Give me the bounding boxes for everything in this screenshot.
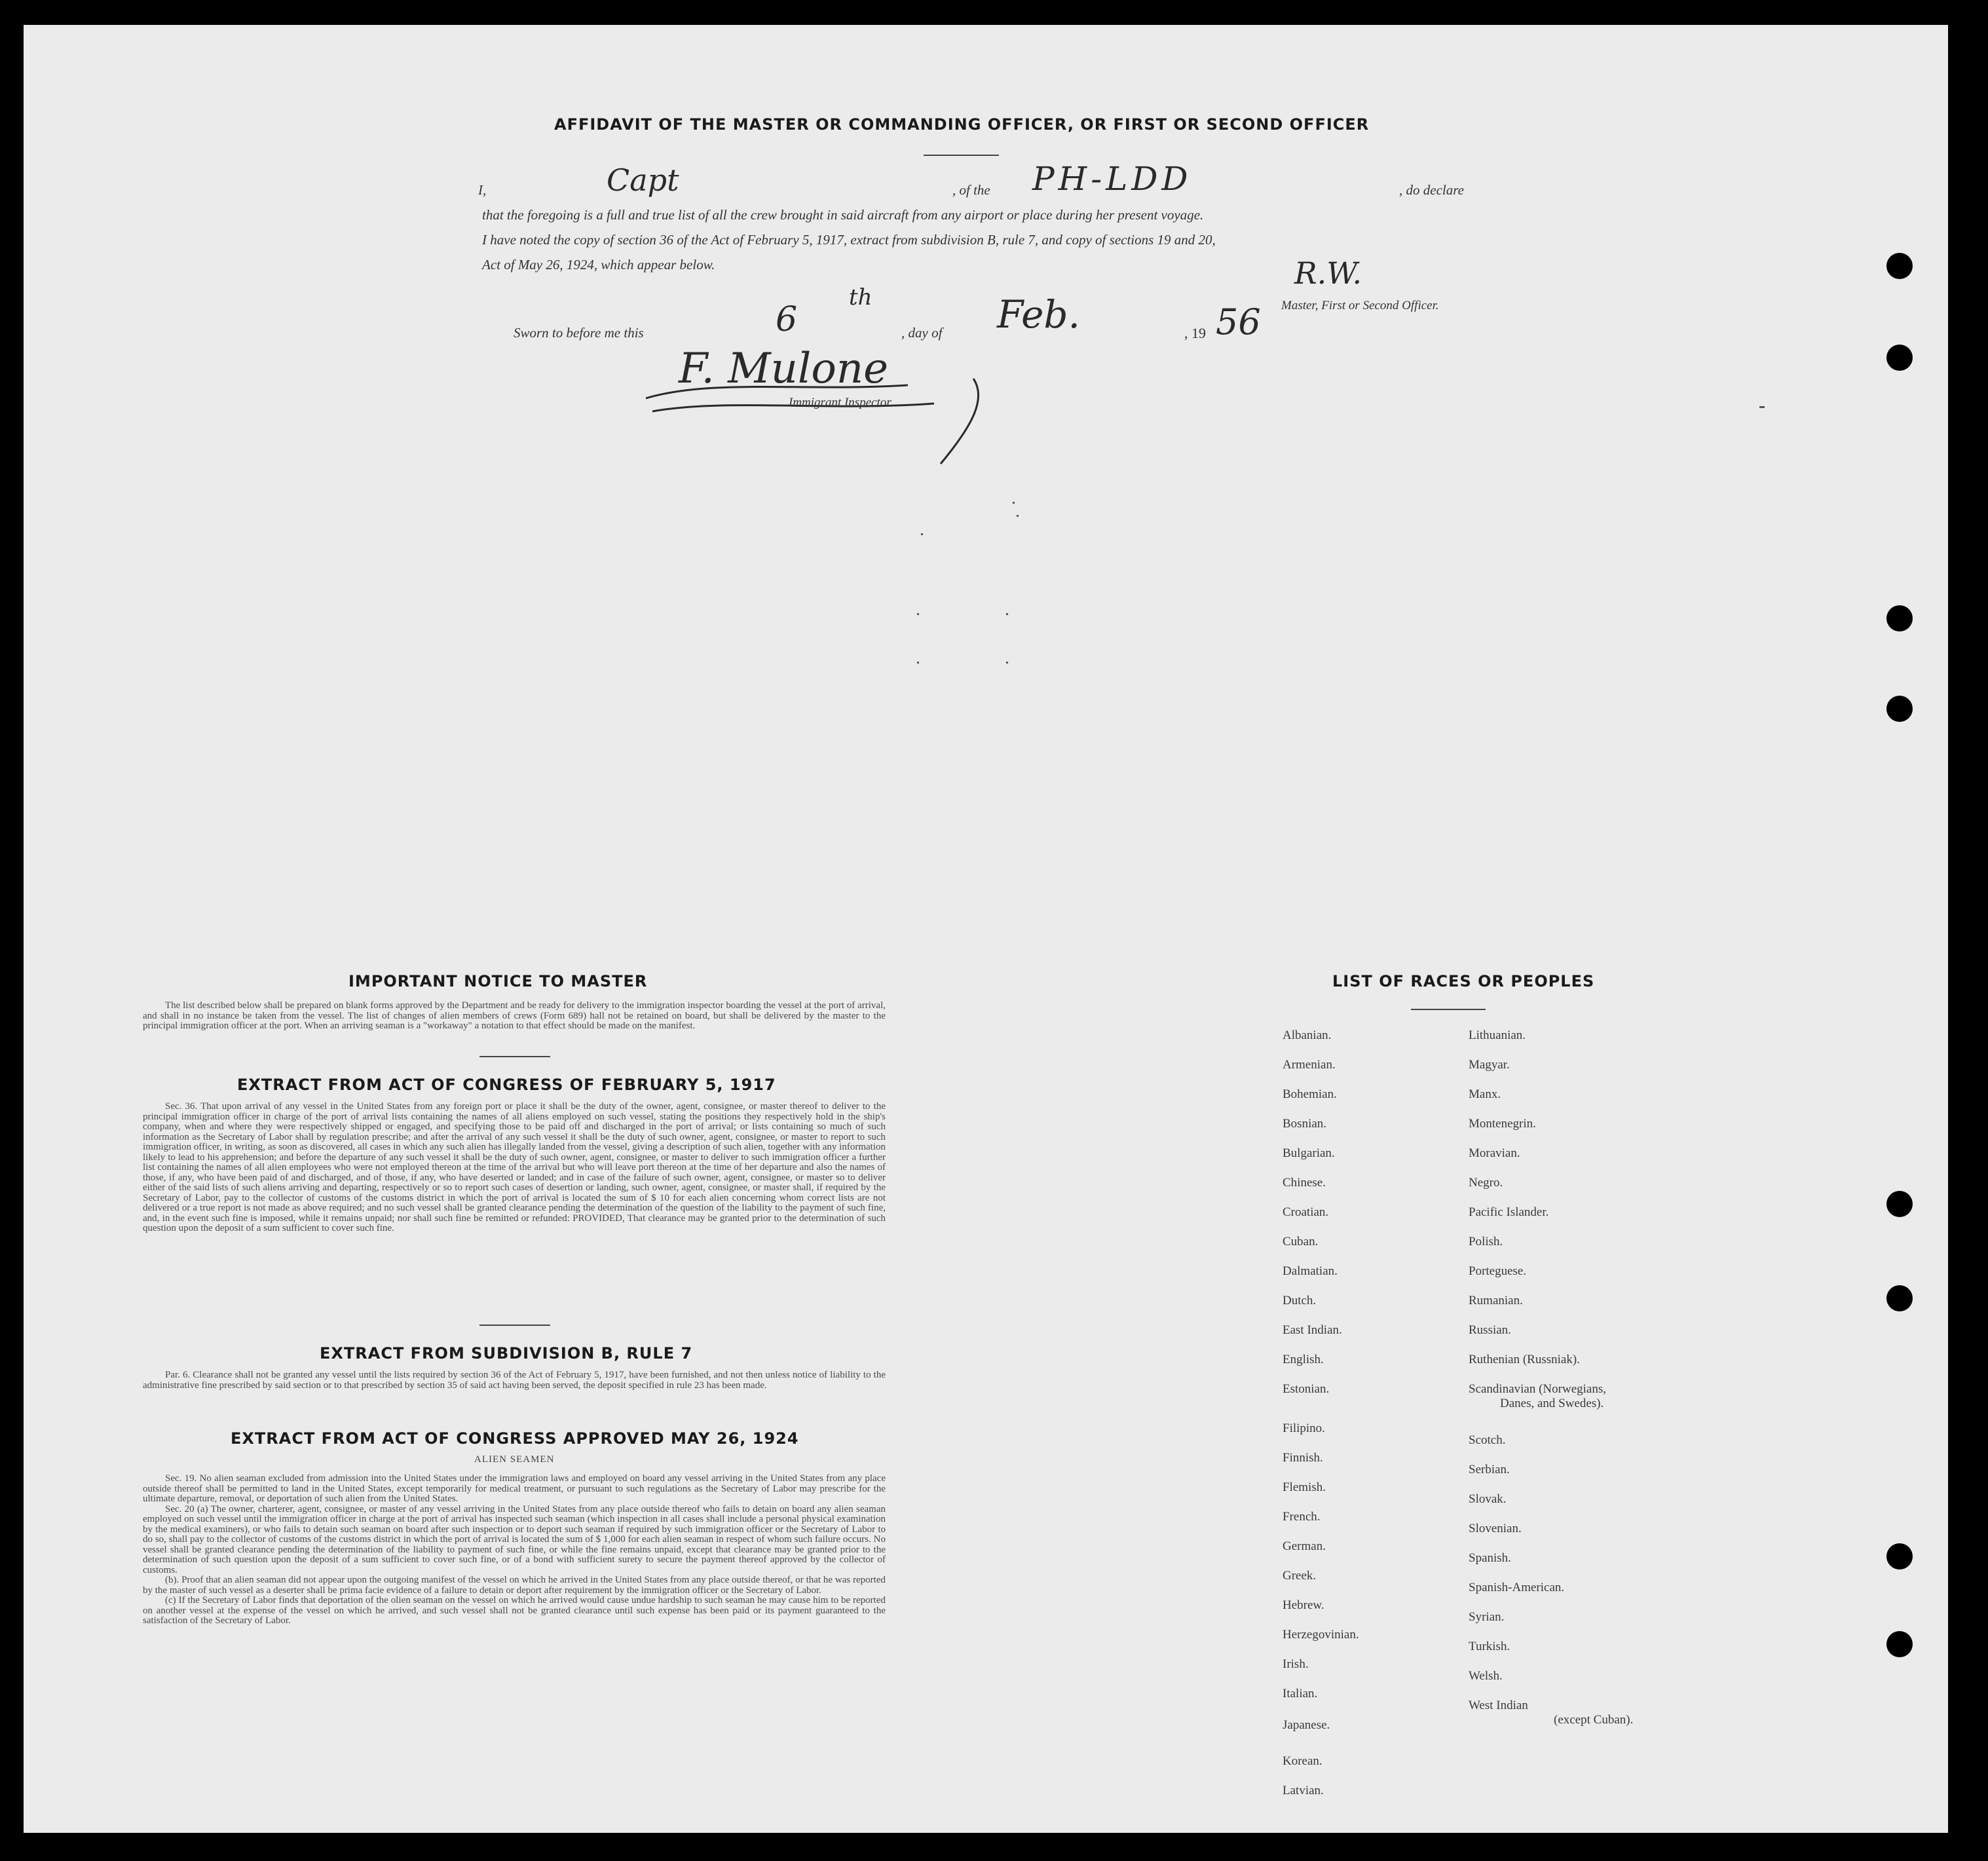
- race-item: Greek.: [1283, 1569, 1317, 1583]
- race-item: French.: [1283, 1510, 1321, 1524]
- inspector-signature-strokes: [633, 352, 1026, 470]
- race-item: Armenian.: [1283, 1058, 1336, 1072]
- race-item: Irish.: [1283, 1657, 1309, 1671]
- title-rule: [924, 155, 999, 156]
- rule-7-title: EXTRACT FROM SUBDIVISION B, RULE 7: [320, 1344, 693, 1363]
- race-item: Pacific Islander.: [1469, 1205, 1549, 1219]
- race-item: Magyar.: [1469, 1058, 1510, 1072]
- punch-hole: [1886, 696, 1913, 722]
- year-prefix: , 19: [1184, 325, 1206, 341]
- notice-paragraph: The list described below shall be prepared on blank forms approved by the Department and be ready for delivery to the immigration inspector boarding the vessel at the port of arrival, and shall in no instance be taken from the vessel. The list of changes of alien members of crews (Form 689) hall not be retained on board, but shall be delivered by the master to the principal immigration officer at the port. When an arriving seaman is a "workaway" a notation to that effect should be made on the manifest.: [143, 1000, 886, 1031]
- race-item: Bosnian.: [1283, 1117, 1327, 1131]
- handwritten-captain: Capt: [607, 162, 679, 198]
- punch-hole: [1886, 1285, 1913, 1311]
- punch-hole: [1886, 605, 1913, 631]
- race-item: Flemish.: [1283, 1480, 1326, 1494]
- handwritten-month: Feb.: [997, 292, 1080, 337]
- affidavit-title: AFFIDAVIT OF THE MASTER OR COMMANDING OFFICER, OR FIRST OR SECOND OFFICER: [554, 115, 1370, 134]
- extract-1924-text: [143, 1474, 886, 1626]
- race-item: Scotch.: [1469, 1433, 1506, 1447]
- punch-hole: [1886, 1191, 1913, 1217]
- speck: [921, 533, 923, 535]
- race-item: Montenegrin.: [1469, 1117, 1536, 1131]
- races-rule: [1411, 1009, 1486, 1010]
- race-item: German.: [1283, 1539, 1326, 1553]
- affidavit-i: I,: [478, 182, 487, 198]
- affidavit-of-the: , of the: [952, 182, 990, 198]
- race-item: (except Cuban).: [1554, 1713, 1634, 1727]
- race-item: Slovak.: [1469, 1492, 1507, 1506]
- race-item: Polish.: [1469, 1235, 1503, 1249]
- race-item: Bohemian.: [1283, 1087, 1337, 1101]
- race-item: Porteguese.: [1469, 1264, 1527, 1278]
- race-item: Ruthenian (Russniak).: [1469, 1353, 1580, 1366]
- affidavit-do-declare: , do declare: [1399, 182, 1464, 198]
- extract-1917-paragraph: Sec. 36. That upon arrival of any vessel in the United States from any foreign port or place it shall be the duty of the owner, agent, consignee, or master thereof to deliver to the principal immigration officer in charge of the port of arrival lists containing the names of all aliens employed on such vessel, stating the positions they respectively hold in the ship's company, when and where they were respectively shipped or engaged, and specifying those to be paid off and discharged in the port of arrival; or lists containing so much of such information as the Secretary of Labor shall by regulation prescribe; and after the arrival of any such vessel it shall be the duty of such owner, agent, consignee, or master to report to such immigration officer, in writing, as soon as discovered, all cases in which any such alien has illegally landed from the vessel, giving a description of such alien, together with any information likely to lead to his apprehension; and before the departure of any such vessel it shall be the duty of such owner, agent, consignee, or master to deliver to such immigration officer a further list containing the names of all alien employees who were not employed thereon at the time of the arrival but who will leave port thereon at the time of her departure and also the names of those, if any, who have been paid of and discharged, and of those, if any, who have deserted or landed; and in case of the failure of such owner, agent, consignee, or master so to deliver either of the said lists of such aliens arriving and departing, respectively or so to report such cases of desertion or landing, such owner, agent, consignee, or master shall, if required by the Secretary of Labor, pay to the collector of customs of the customs district in which the port of arrival is located the sum of $ 10 for each alien concerning whom correct lists are not delivered or a true report is not made as above required; and no such vessel shall be granted clearance pending the determination of the question of the liability to the payment of such fine, and, in the event such fine is imposed, while it remains unpaid; nor shall such fine be remitted or refunded: PROVIDED, That clearance may be granted prior to the determination of such question upon the deposit of a sum sufficient to cover such fine.: [143, 1101, 886, 1233]
- notice-title: IMPORTANT NOTICE TO MASTER: [348, 972, 648, 990]
- race-item: Russian.: [1469, 1323, 1511, 1337]
- race-item: Serbian.: [1469, 1463, 1510, 1476]
- race-item: Dutch.: [1283, 1294, 1317, 1307]
- race-item: Herzegovinian.: [1283, 1628, 1359, 1642]
- officer-label: Master, First or Second Officer.: [1281, 299, 1439, 312]
- affidavit-line-4: Act of May 26, 1924, which appear below.: [482, 257, 715, 273]
- inspector-label: Immigrant Inspector.: [789, 396, 893, 409]
- race-item: Moravian.: [1469, 1146, 1520, 1160]
- speck: [917, 662, 919, 664]
- race-item: West Indian: [1469, 1699, 1528, 1712]
- race-item: East Indian.: [1283, 1323, 1342, 1337]
- extract-1917-text: [143, 1102, 886, 1234]
- race-item: Japanese.: [1283, 1718, 1330, 1732]
- speck: [1013, 502, 1015, 504]
- speck: [1759, 406, 1765, 408]
- race-item: Bulgarian.: [1283, 1146, 1335, 1160]
- race-item: Spanish-American.: [1469, 1581, 1565, 1594]
- race-item: Negro.: [1469, 1176, 1503, 1190]
- race-item: Estonian.: [1283, 1382, 1330, 1396]
- race-item: Scandinavian (Norwegians,: [1469, 1382, 1606, 1396]
- race-item: Cuban.: [1283, 1235, 1319, 1249]
- race-item: Turkish.: [1469, 1640, 1510, 1653]
- document-page: [24, 25, 1948, 1833]
- day-of-text: , day of: [901, 325, 943, 341]
- extract-1917-rule: [479, 1325, 550, 1326]
- affidavit-line-3: I have noted the copy of section 36 of the Act of February 5, 1917, extract from subdivision B, rule 7, and copy of sections 19 and 20,: [482, 232, 1216, 248]
- alien-seamen-subtitle: ALIEN SEAMEN: [474, 1454, 555, 1465]
- punch-hole: [1886, 253, 1913, 279]
- speck: [917, 613, 919, 615]
- handwritten-inspector-signature: F. Mulone: [679, 345, 888, 393]
- extract-1924-title: EXTRACT FROM ACT OF CONGRESS APPROVED MAY 26, 1924: [231, 1429, 799, 1448]
- race-item: Latvian.: [1283, 1784, 1324, 1797]
- handwritten-vessel: PH-LDD: [1032, 160, 1192, 198]
- race-item: Slovenian.: [1469, 1522, 1522, 1535]
- sec-20c-paragraph: (c) If the Secretary of Labor finds that deportation of the olien seaman on the vessel on which he arrived would cause undue hardship to such seaman he may cause him to be reported on another vessel at the expense of the vessel on which he arrived, and such vessel shall not be granted clearance until such expense has been paid or its payment guaranteed to the satisfaction of the Secretary of Labor.: [143, 1595, 886, 1626]
- sworn-text: Sworn to before me this: [514, 325, 644, 341]
- rule-7-paragraph: Par. 6. Clearance shall not be granted any vessel until the lists required by section 36 of the Act of February 5, 1917, have been furnished, and not then unless notice of liability to the administrative fine prescribed by said section or to that prescribed by section 35 of said act having been served, the deposit specified in rule 23 has been made.: [143, 1370, 886, 1391]
- race-item: Finnish.: [1283, 1451, 1323, 1465]
- speck: [1017, 515, 1019, 517]
- race-item: Hebrew.: [1283, 1598, 1324, 1612]
- race-item: Lithuanian.: [1469, 1028, 1526, 1042]
- race-item: Italian.: [1283, 1687, 1318, 1701]
- races-title: LIST OF RACES OR PEOPLES: [1332, 972, 1595, 990]
- race-item: Manx.: [1469, 1087, 1501, 1101]
- race-item: Korean.: [1283, 1754, 1322, 1768]
- rule-7-text: [143, 1370, 886, 1391]
- punch-hole: [1886, 1631, 1913, 1657]
- punch-hole: [1886, 345, 1913, 371]
- sec-19-paragraph: Sec. 19. No alien seaman excluded from admission into the United States under the immigration laws and employed on board any vessel arriving in the United States from any place outside thereof shall be permitted to land in the United States, except temporarily for medical treatment, or pursuant to such regulations as the Secretary of Labor may prescribe for the ultimate departure, removal, or deportation of such alien from the United States.: [143, 1473, 886, 1504]
- race-item: English.: [1283, 1353, 1324, 1366]
- sec-20a-paragraph: Sec. 20 (a) The owner, charterer, agent, consignee, or master of any vessel arriving in the United States from any place outside thereof who fails to detain on board any alien seaman employed on such vessel until the immigration officer in charge at the port of arrival has inspected such seaman (which inspection in all cases shall include a personal physical examination by the medical examiners), or who fails to detain such seaman on board after such inspection or to deport such seaman if required by such immigration officer or the Secretary of Labor to do so, shall pay to the collector of customs of the customs district in which the port of arrival is located the sum of $ 1,000 for each alien seaman in respect of whom such failure occurs. No vessel shall be granted clearance pending the determination of the liability to payment of such fine, or while the fine remains unpaid, except that clearance may be granted prior to the determination of such question upon the deposit of a sum sufficient to cover such fine, or of a bond with sufficient surety to secure the payment thereof approved by the collector of customs.: [143, 1503, 886, 1575]
- punch-hole: [1886, 1543, 1913, 1570]
- handwritten-day-suffix: th: [849, 284, 872, 310]
- notice-text: [143, 1001, 886, 1032]
- race-item: Chinese.: [1283, 1176, 1326, 1190]
- handwritten-officer-signature: R.W.: [1294, 255, 1362, 291]
- extract-1917-title: EXTRACT FROM ACT OF CONGRESS OF FEBRUARY 5, 1917: [237, 1076, 776, 1094]
- handwritten-year: 56: [1216, 301, 1261, 343]
- notice-rule: [479, 1056, 550, 1057]
- race-item: Croatian.: [1283, 1205, 1329, 1219]
- race-item: Filipino.: [1283, 1421, 1325, 1435]
- race-item: Welsh.: [1469, 1669, 1503, 1683]
- race-item: Rumanian.: [1469, 1294, 1523, 1307]
- sec-20b-paragraph: (b). Proof that an alien seaman did not appear upon the outgoing manifest of the vessel on which he arrived in the United States from any place outside thereof, or that he was reported by the master of such vessel as a deserter shall be prima facie evidence of a failure to detain or deport after requirement by the immigration officer or the Secretary of Labor.: [143, 1575, 886, 1596]
- race-item: Spanish.: [1469, 1551, 1511, 1565]
- race-item: Danes, and Swedes).: [1500, 1397, 1604, 1410]
- race-item: Albanian.: [1283, 1028, 1332, 1042]
- speck: [1006, 613, 1008, 615]
- handwritten-day: 6: [776, 300, 798, 339]
- race-item: Dalmatian.: [1283, 1264, 1338, 1278]
- speck: [1006, 662, 1008, 664]
- affidavit-line-2: that the foregoing is a full and true list of all the crew brought in said aircraft from any airport or place during her present voyage.: [482, 207, 1204, 223]
- race-item: Syrian.: [1469, 1610, 1505, 1624]
